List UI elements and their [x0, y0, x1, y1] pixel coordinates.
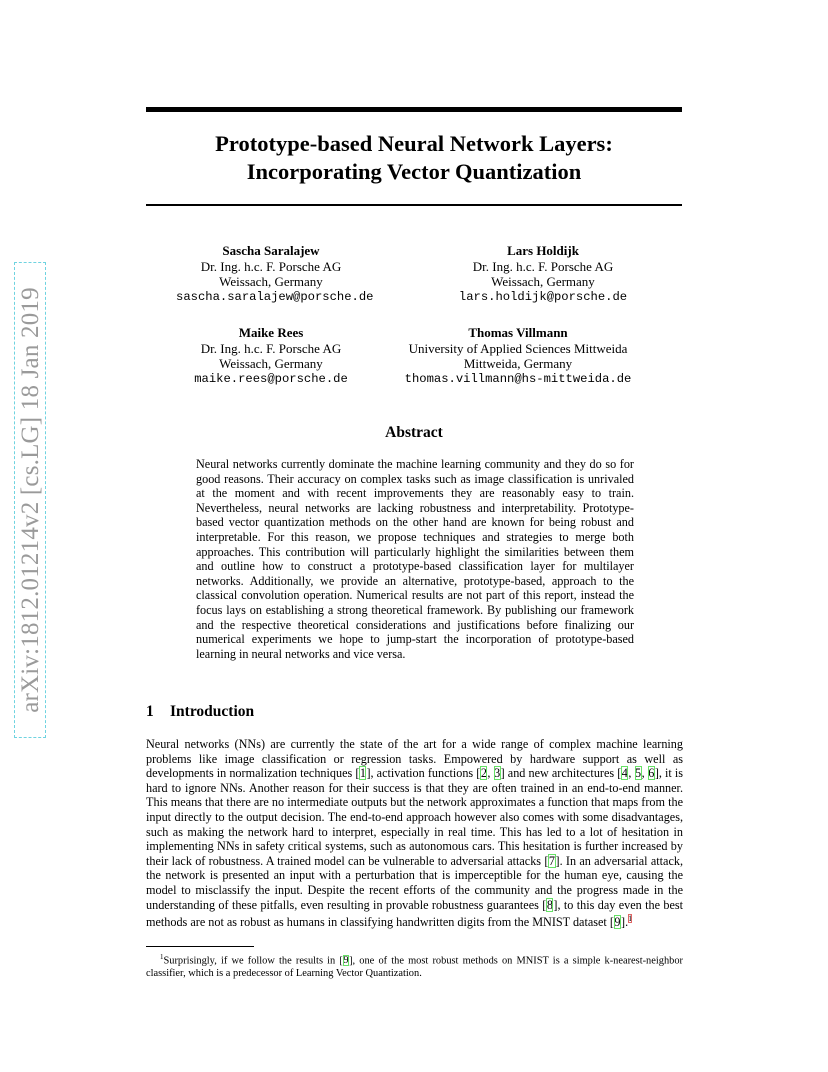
author-name: Sascha Saralajew [222, 243, 320, 258]
author-email[interactable]: maike.rees@porsche.de [194, 371, 348, 386]
abstract-heading: Abstract [385, 424, 443, 441]
footnote-text: Surprisingly, if we follow the results in [163, 955, 340, 967]
footnote-rule [146, 946, 254, 947]
author-block [176, 243, 374, 305]
title-rule-bottom [146, 204, 682, 206]
title-line-1: Prototype-based Neural Network Layers: [215, 131, 613, 156]
intro-text: , it is hard to ignore NNs. Another reason for their success is that they are often trained in an end-to-end manner. This means that there are no intermediate outputs but the network approximates a function that maps from the input directly to the output decision. The end-to-end approach however also comes with some disadvantages, such as making the network hard to interpret, especially in real time. This has led to a lot of hesitation in implementing NNs in safety critical systems, such as autonomous cars. This hesitation is further increased by their lack of robustness. A trained model can be vulnerable to adversarial attacks [146, 766, 684, 868]
author-block [176, 325, 366, 387]
paper-title [146, 130, 682, 186]
author-affiliation: Dr. Ing. h.c. F. Porsche AG [200, 340, 342, 356]
author-affiliation: Dr. Ing. h.c. F. Porsche AG [200, 258, 342, 274]
citation-link[interactable]: 7 [548, 853, 555, 868]
footnote-link[interactable]: 1 [628, 914, 633, 924]
abstract-text: Neural networks currently dominate the machine learning community and they do so for good reasons. Their accuracy on complex tasks such as image classification is unrivaled at the moment and with recent improvements they are reasonably easy to train. Nevertheless, neural networks are lacking robustness and interpretability. Prototype-based vector quantization methods on the other hand are known for being robust and interpretable. For this reason, we propose techniques and strategies to merge both approaches. This contribution will particularly highlight the similarities between them and outline how to construct a prototype-based classification layer for multilayer networks. Additionally, we provide an alternative, prototype-based, approach to the classical convolution operation. Numerical results are not part of this report, instead the focus lays on establishing a strong theoretical framework. By publishing our framework and the respective theoretical considerations and justifications before finalizing our numerical experiments we hope to jump-start the incorporation of prototype-based learning in neural networks and vice versa. [196, 457, 634, 661]
citation-link[interactable]: 3 [494, 766, 501, 781]
arxiv-sidebar[interactable] [14, 262, 46, 738]
arxiv-identifier[interactable]: arXiv:1812.01214v2 [cs.LG] 18 Jan 2019 [14, 262, 46, 738]
citation-link[interactable]: 5 [635, 766, 642, 781]
citation-link[interactable]: 6 [648, 766, 655, 781]
author-email[interactable]: thomas.villmann@hs-mittweida.de [404, 371, 632, 386]
footnote-mark: 1 [160, 953, 164, 961]
title-line-2: Incorporating Vector Quantization [246, 159, 582, 184]
citation-link[interactable]: 4 [621, 766, 628, 781]
intro-text: Neural networks (NNs) are currently the state of the art for a wide range of complex machine learning problems like image classification or regression tasks. Empowered by hardware support as well as developments in normalization techniques [146, 737, 683, 781]
footnote-text: , one of the most robust methods on MNIST is a simple k-nearest-neighbor classifier, which is a predecessor of Learning Vector Quantization. [146, 955, 683, 980]
author-email[interactable]: sascha.saralajew@porsche.de [176, 289, 374, 304]
author-affiliation: University of Applied Sciences Mittweida [408, 340, 628, 356]
author-location: Mittweida, Germany [463, 356, 573, 371]
author-name: Maike Rees [238, 325, 304, 340]
author-location: Weissach, Germany [491, 274, 595, 289]
introduction-paragraph: Neural networks (NNs) are currently the state of the art for a wide range of complex machine learning problems like image classification or regression tasks. Empowered by hardware support as well as developments in normalization techniques [1], activation functions [2, 3] and new architectures [4, 5, 6], it is hard to ignore NNs. Another reason for their success is that they are often trained in an end-to-end manner. This means that there are no intermediate outputs but the network approximates a function that maps from the input directly to the output decision. The end-to-end approach however also comes with some disadvantages, such as making the network hard to interpret, especially in real time. This has led to a lot of hesitation in implementing NNs in safety critical systems, such as autonomous cars. This hesitation is further increased by their lack of robustness. A trained model can be vulnerable to adversarial attacks [7]. In an adversarial attack, the network is presented an input with a perturbation that is imperceptible for the human eye, causing the model to misclassify the input. Despite the recent efforts of the community and the progress made in the understanding of these pitfalls, even resulting in provable robustness guarantees [8], to this day even the best methods are not as robust as humans in classifying handwritten digits from the MNIST dataset [9].$^1$ [146, 737, 684, 930]
footnote: $^1$Surprisingly, if we follow the results in [9], one of the most robust methods on MNIST is a simple k-nearest-neighbor classifier, which is a predecessor of Learning Vector Quantization. [146, 953, 683, 980]
citation-link[interactable]: 9 [343, 955, 349, 967]
intro-text: and new architectures [504, 766, 618, 781]
author-location: Weissach, Germany [219, 274, 323, 289]
title-rule-top [146, 107, 682, 112]
author-block [398, 325, 638, 387]
section-title: Introduction [170, 703, 255, 720]
intro-text: , to this day even the best methods are not as robust as humans in classifying handwritten digits from the MNIST dataset [146, 897, 683, 930]
citation-link[interactable]: 2 [480, 766, 487, 781]
author-block [443, 243, 643, 305]
intro-text: , activation functions [370, 766, 477, 781]
intro-text: . In an adversarial attack, the network is presented an input with a perturbation that is imperceptible for the human eye, causing the model to misclassify the input. Despite the recent efforts of the community and the progress made in the understanding of these pitfalls, even resulting in provable robustness guarantees [146, 853, 683, 912]
section-heading [146, 703, 254, 721]
section-number: 1 [146, 703, 154, 720]
citation-link[interactable]: 9 [614, 915, 621, 930]
author-name: Lars Holdijk [507, 243, 579, 258]
intro-text: . [625, 915, 629, 930]
citation-link[interactable]: 1 [359, 766, 366, 781]
author-email[interactable]: lars.holdijk@porsche.de [458, 289, 628, 304]
author-name: Thomas Villmann [468, 325, 568, 340]
citation-link[interactable]: 8 [546, 897, 553, 912]
author-affiliation: Dr. Ing. h.c. F. Porsche AG [472, 258, 614, 274]
author-location: Weissach, Germany [219, 356, 323, 371]
